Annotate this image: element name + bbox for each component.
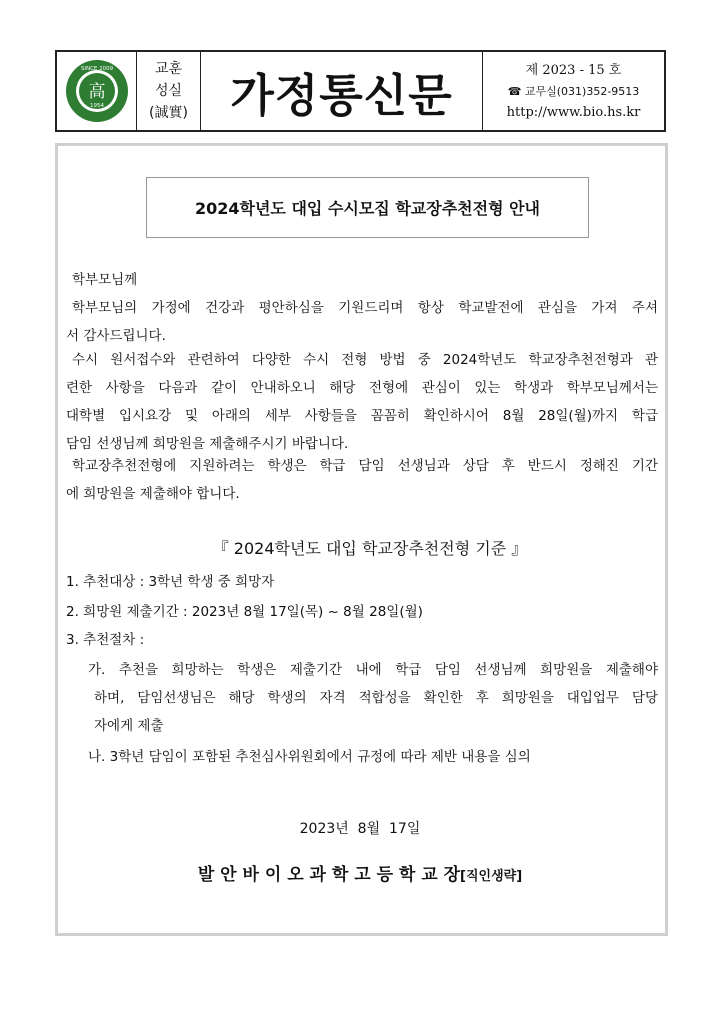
procedure-a-line: 가. 추천을 희망하는 학생은 제출기간 내에 학급 담임 선생님께 희망원을 제출해야: [88, 662, 658, 678]
document-date: 2023년 8월 17일: [299, 821, 421, 837]
paragraph2-line: 수시 원서접수와 관련하여 다양한 수시 전형 방법 중 2024학년도 학교장추천전형과 관: [72, 352, 658, 368]
paragraph2-line: 대학별 입시요강 및 아래의 세부 사항들을 꼼꼼히 확인하시어 8월 28일(월)까지 학급: [66, 408, 658, 424]
document-title: 2024학년도 대입 수시모집 학교장추천전형 안내: [194, 199, 541, 218]
issue-number: 제 2023 - 15 호: [525, 62, 622, 78]
paragraph1-line: 서 감사드립니다.: [66, 328, 166, 344]
criteria-item: 3. 추천절차 :: [66, 632, 145, 648]
paragraph2-line: 련한 사항을 다음과 같이 안내하오니 해당 전형에 관심이 있는 학생과 학부모님께서는: [66, 380, 658, 396]
document-title-box: [146, 177, 589, 238]
newsletter-title-cell: [201, 52, 483, 130]
logo-since-text: SINCE 2009: [80, 66, 113, 72]
issue-info-cell: [483, 52, 664, 130]
logo-center-char: 高: [88, 82, 105, 102]
criteria-item: 1. 추천대상 : 3학년 학생 중 희망자: [66, 574, 275, 590]
paragraph2-line: 담임 선생님께 희망원을 제출해주시기 바랍니다.: [66, 436, 349, 452]
criteria-item: 2. 희망원 제출기간 : 2023년 8월 17일(목) ~ 8월 28일(월): [66, 604, 423, 620]
paragraph2: [66, 346, 658, 458]
procedure-a-line: 하며, 담임선생님은 해당 학생의 자격 적합성을 확인한 후 희망원을 대입업무 담당: [94, 690, 658, 706]
website-link[interactable]: http://www.bio.hs.kr: [506, 104, 641, 120]
signer-line: [0, 860, 720, 885]
criteria-title: 『 2024학년도 대입 학교장추천전형 기준 』: [212, 539, 528, 558]
motto-value: 성실: [154, 83, 183, 99]
motto-label: 교훈: [154, 61, 183, 77]
school-logo: [64, 58, 130, 124]
logo-year-text: 1954: [89, 103, 104, 109]
paragraph1-line: 학부모님의 가정에 건강과 평안하심을 기원드리며 항상 학교발전에 관심을 가져 주셔: [72, 300, 658, 316]
signature-note: [직인생략]: [460, 869, 523, 884]
procedure-b: 나. 3학년 담임이 포함된 추천심사위원회에서 규정에 따라 제반 내용을 심의: [88, 749, 531, 765]
paragraph3: [66, 452, 658, 508]
procedure-a: [88, 656, 658, 740]
school-logo-cell: [57, 52, 137, 130]
phone-line: [508, 81, 640, 102]
procedure-a-line: 자에게 제출: [94, 718, 164, 734]
letter-body-intro: [66, 266, 658, 350]
newsletter-header: [55, 50, 666, 132]
greeting: 학부모님께: [72, 272, 138, 288]
motto-cell: [137, 52, 201, 130]
paragraph3-line: 학교장추천전형에 지원하려는 학생은 학급 담임 선생님과 상담 후 반드시 정해진 기간: [72, 458, 658, 474]
phone-number: 교무실(031)352-9513: [524, 84, 640, 98]
newsletter-title: 가정통신문: [230, 68, 453, 122]
telephone-icon: ☎: [507, 84, 525, 98]
paragraph3-line: 에 희망원을 제출해야 합니다.: [66, 486, 240, 502]
motto-hanja: (誠實): [149, 105, 188, 121]
signer-name: 발 안 바 이 오 과 학 고 등 학 교 장: [197, 865, 461, 885]
